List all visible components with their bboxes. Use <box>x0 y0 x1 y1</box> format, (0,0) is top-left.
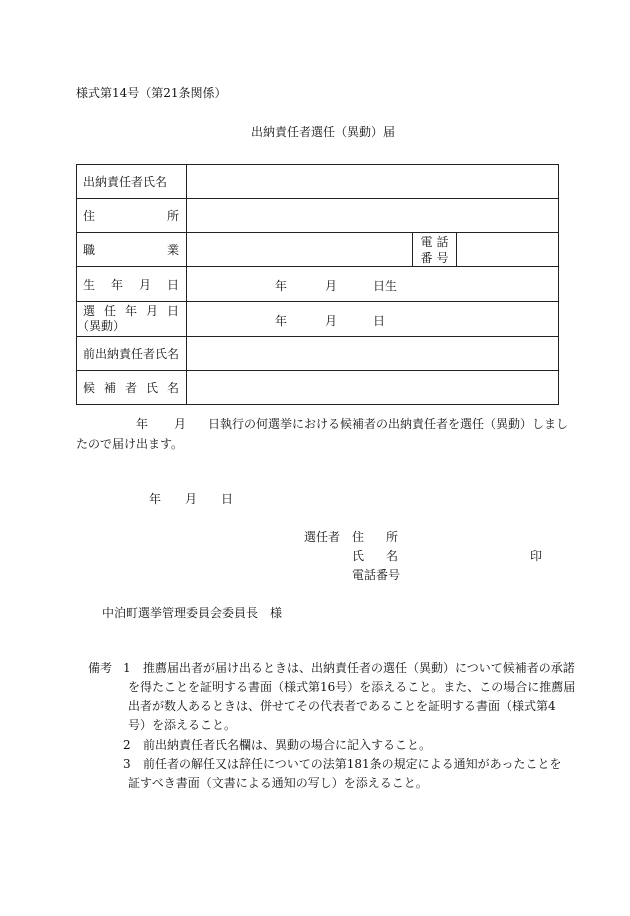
row-birth <box>77 267 559 302</box>
candidate-name-field[interactable] <box>187 371 559 405</box>
form-table <box>76 164 559 405</box>
notes-heading: 備考 <box>88 661 113 675</box>
birth-year-unit: 年 <box>275 279 288 293</box>
note-1-line-2: を得たことを証明する書面（様式第16号）を添えること。また、この場合に推薦届 <box>128 680 576 694</box>
appoint-month-unit: 月 <box>325 314 338 328</box>
note-1-line-3: 出者が数人あるときは、併せてその代表者であることを証明する書面（様式第4 <box>128 699 556 713</box>
appointer-name-char-1: 氏 <box>352 549 365 563</box>
date-month-unit: 月 <box>185 492 198 506</box>
row-name <box>77 165 559 199</box>
date-year-unit: 年 <box>149 492 162 506</box>
page-title: 出納責任者選任（異動）届 <box>251 125 396 139</box>
occupation-label: 職 業 <box>77 233 187 267</box>
row-candidate <box>77 371 559 405</box>
address-label: 住 所 <box>77 199 187 233</box>
form-id: 様式第14号（第21条関係） <box>76 86 227 100</box>
birth-date-field[interactable] <box>187 267 559 302</box>
note-3-number: 3 <box>123 757 131 771</box>
statement-text-1: 日執行の何選挙における候補者の出納責任者を選任（異動）しまし <box>208 417 569 431</box>
statement-text-2: たので届け出ます。 <box>76 437 184 451</box>
row-appoint <box>77 302 559 337</box>
name-field[interactable] <box>187 165 559 199</box>
appoint-date-field[interactable] <box>187 302 559 337</box>
row-occupation <box>77 233 559 267</box>
prev-name-label: 前出納責任者氏名 <box>77 337 187 371</box>
name-label <box>77 165 187 199</box>
statement-month: 月 <box>174 417 187 431</box>
phone-field[interactable] <box>457 233 559 267</box>
appointer-address-char-2: 所 <box>386 530 399 544</box>
seal-mark: 印 <box>530 549 543 563</box>
statement-year: 年 <box>136 417 149 431</box>
note-2-line-1: 前出納責任者氏名欄は、異動の場合に記入すること。 <box>143 738 432 752</box>
note-1-line-1: 推薦届出者が届け出るときは、出納責任者の選任（異動）について候補者の承諾 <box>143 661 575 675</box>
appoint-label: 選 任 年 月 日 （異動） <box>77 302 187 337</box>
birth-day-unit: 日生 <box>373 279 398 293</box>
appointer-phone-label: 電話番号 <box>352 568 401 582</box>
note-3-line-2: 証すべき書面（文書による通知の写し）を添えること。 <box>128 776 428 790</box>
birth-month-unit: 月 <box>325 279 338 293</box>
appointer-name-char-2: 名 <box>386 549 399 563</box>
appointer-address-char-1: 住 <box>352 530 365 544</box>
row-address <box>77 199 559 233</box>
appoint-year-unit: 年 <box>275 314 288 328</box>
note-3-line-1: 前任者の解任又は辞任についての法第181条の規定による通知があったことを <box>143 757 562 771</box>
name-label-text: 出納責任者氏名 <box>83 175 168 189</box>
occupation-field[interactable] <box>187 233 413 267</box>
prev-name-field[interactable] <box>187 337 559 371</box>
address-field[interactable] <box>187 199 559 233</box>
appoint-day-unit: 日 <box>373 314 386 328</box>
row-prev-name <box>77 337 559 371</box>
note-1-line-4: 号）を添えること。 <box>128 718 237 732</box>
appointer-label: 選任者 <box>304 530 341 544</box>
addressee: 中泊町選挙管理委員会委員長 様 <box>102 606 283 620</box>
appoint-sub-label: （異動） <box>77 319 126 333</box>
phone-label: 電 話 番 号 <box>413 233 457 267</box>
date-day-unit: 日 <box>221 492 234 506</box>
note-1-number: 1 <box>123 661 131 675</box>
note-2-number: 2 <box>123 738 131 752</box>
birth-label: 生 年 月 日 <box>77 267 187 302</box>
candidate-label: 候 補 者 氏 名 <box>77 371 187 405</box>
